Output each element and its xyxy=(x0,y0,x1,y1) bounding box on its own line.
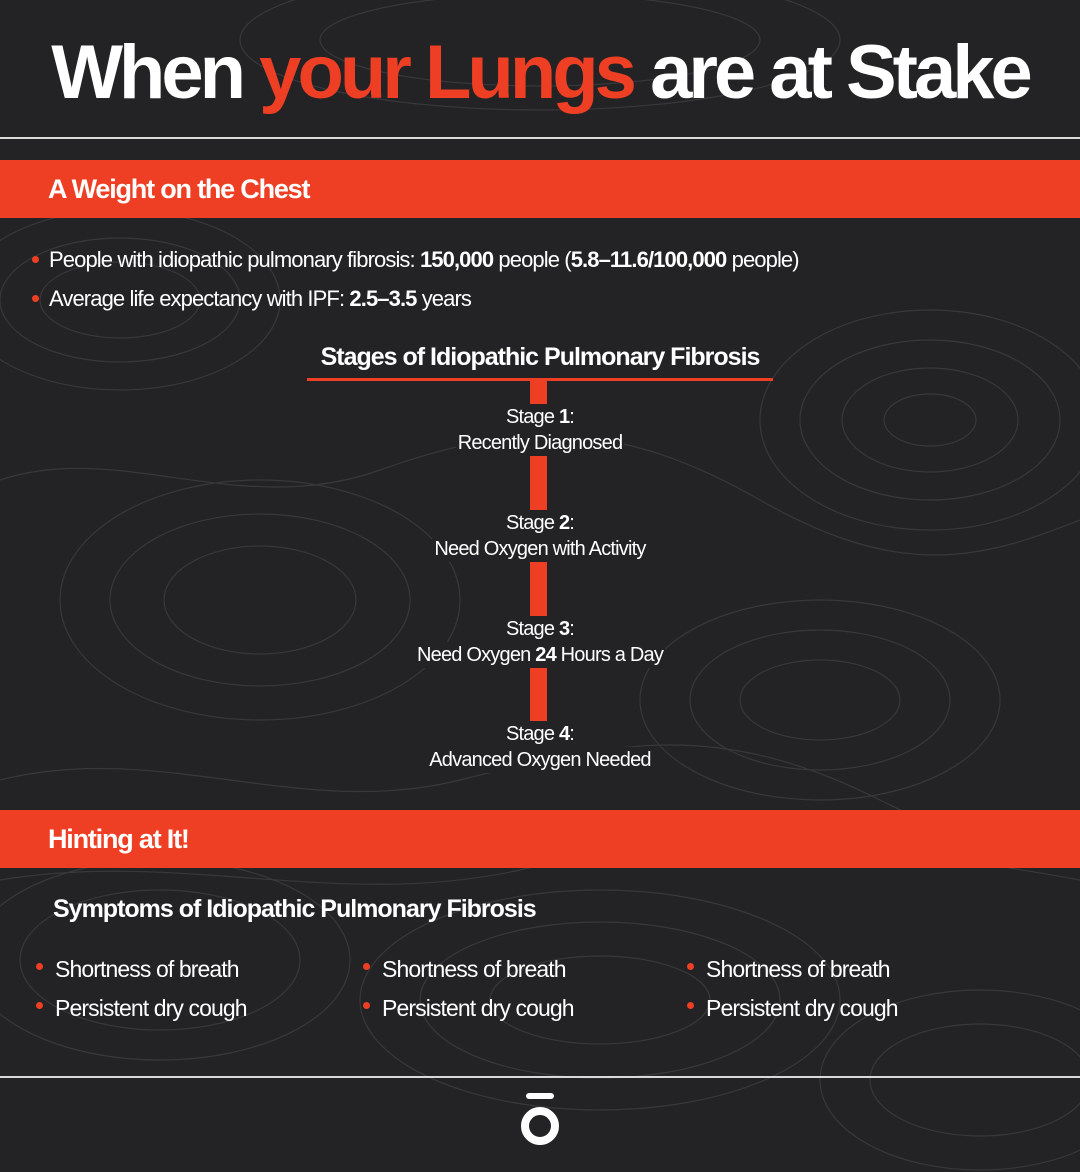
title-accent: your Lungs xyxy=(259,30,633,115)
stat-life-expectancy xyxy=(32,279,799,318)
stage-1 xyxy=(340,404,740,456)
stage-number: 4 xyxy=(558,723,570,745)
stat-text: people ( xyxy=(493,247,571,272)
stage-description: Recently Diagnosed xyxy=(457,432,623,454)
bottom-divider xyxy=(0,1076,1080,1078)
stage-label: Stage xyxy=(505,723,559,745)
page-title xyxy=(0,28,1080,118)
top-divider xyxy=(0,137,1080,139)
stage-number: 2 xyxy=(558,512,570,534)
symptom-item: Shortness of breath xyxy=(36,950,247,989)
stage-title xyxy=(504,721,576,747)
stage-label: Stage xyxy=(505,512,559,534)
stat-value: 150,000 xyxy=(419,247,494,272)
symptoms-column-1 xyxy=(36,950,247,1028)
stage-title xyxy=(504,616,576,642)
stage-colon: : xyxy=(569,618,575,640)
section-banner-label: A Weight on the Chest xyxy=(48,174,310,204)
symptom-item: Persistent dry cough xyxy=(363,989,574,1028)
stage-colon: : xyxy=(569,512,575,534)
stat-value: 2.5–3.5 xyxy=(349,286,417,311)
stage-label: Stage xyxy=(505,618,559,640)
stage-description: Need Oxygen 24 Hours a Day xyxy=(416,644,664,666)
symptom-item: Shortness of breath xyxy=(687,950,898,989)
title-part-2: are at Stake xyxy=(632,30,1029,115)
stage-colon: : xyxy=(569,723,575,745)
stage-description: Advanced Oxygen Needed xyxy=(429,749,651,771)
symptoms-heading: Symptoms of Idiopathic Pulmonary Fibrosis xyxy=(53,895,536,923)
stage-title xyxy=(504,404,576,430)
section-banner-label: Hinting at It! xyxy=(48,824,189,854)
stat-text: People with idiopathic pulmonary fibrosis: xyxy=(49,247,420,272)
symptom-item: Persistent dry cough xyxy=(36,989,247,1028)
stage-number: 3 xyxy=(558,618,570,640)
stat-ipf-population xyxy=(32,240,799,279)
stage-description: Need Oxygen with Activity xyxy=(434,538,646,560)
symptom-item: Shortness of breath xyxy=(363,950,574,989)
stage-2 xyxy=(340,510,740,562)
stats-list xyxy=(32,240,799,318)
symptoms-column-3 xyxy=(687,950,898,1028)
stat-text: people) xyxy=(726,247,799,272)
stage-label: Stage xyxy=(505,406,559,428)
title-part-1: When xyxy=(51,30,260,115)
brand-logo-icon xyxy=(517,1093,563,1147)
stage-4 xyxy=(340,721,740,773)
section-banner-weight xyxy=(0,160,1080,218)
stage-3 xyxy=(340,616,740,668)
stage-number: 1 xyxy=(558,406,570,428)
symptom-item: Persistent dry cough xyxy=(687,989,898,1028)
section-banner-hinting xyxy=(0,810,1080,868)
stage-colon: : xyxy=(569,406,575,428)
stages-heading: Stages of Idiopathic Pulmonary Fibrosis xyxy=(320,343,760,371)
stat-text: Average life expectancy with IPF: xyxy=(49,286,350,311)
stage-title xyxy=(504,510,576,536)
symptoms-column-2 xyxy=(363,950,574,1028)
stat-value: 5.8–11.6/100,000 xyxy=(570,247,727,272)
stat-text: years xyxy=(416,286,472,311)
